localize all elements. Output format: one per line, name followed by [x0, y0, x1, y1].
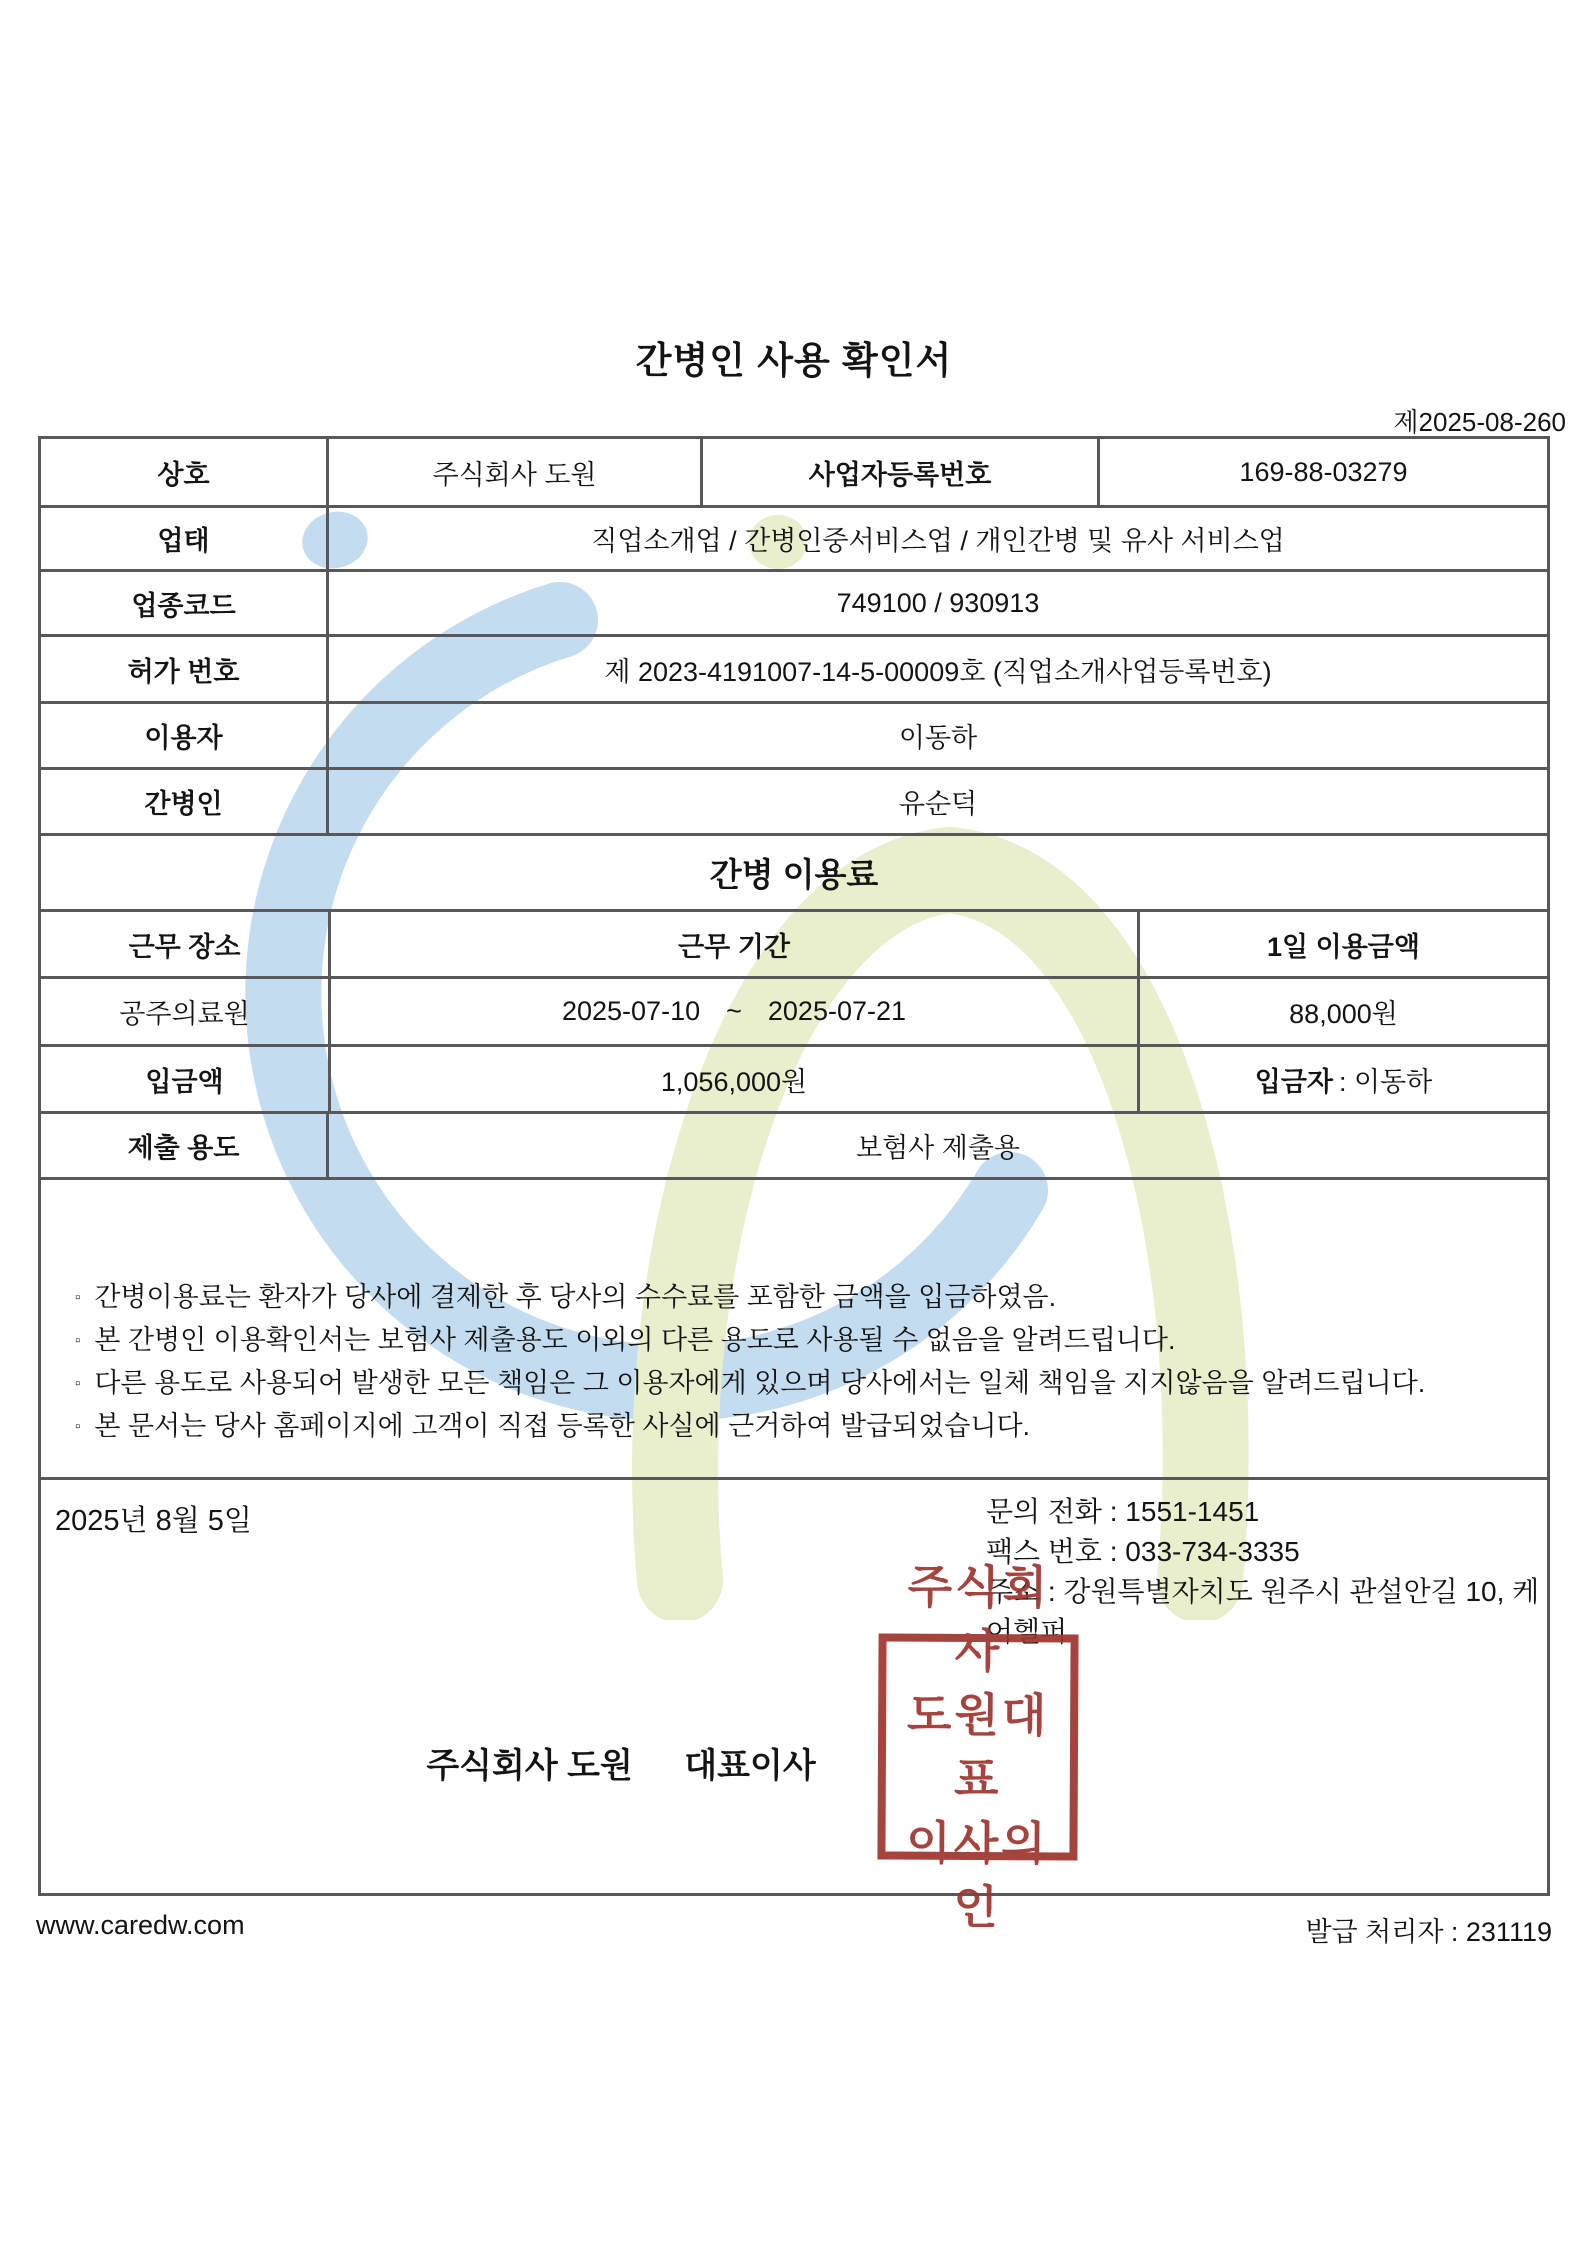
biz-code-value: 749100 / 930913	[326, 572, 1547, 634]
table-row-biz-type	[41, 505, 1547, 569]
work-period-value	[328, 979, 1137, 1044]
corporate-seal-stamp	[877, 1560, 1078, 1934]
document-number: 제2025-08-260	[1393, 407, 1566, 437]
user-label: 이용자	[144, 723, 223, 753]
biz-code-label: 업종코드	[131, 590, 236, 621]
period-end: 2025-07-21	[767, 996, 907, 1026]
note-item	[71, 1319, 1517, 1362]
signature-company: 주식회사 도원	[426, 1747, 633, 1785]
note-text: 본 간병인 이용확인서는 보험사 제출용도 이외의 다른 용도로 사용될 수 없음을 알려드립니다.	[94, 1325, 1176, 1355]
contact-fax: 팩스 번호 : 033-734-3335	[986, 1536, 1300, 1567]
daily-amount-header: 1일 이용금액	[1137, 912, 1547, 976]
note-item	[71, 1276, 1517, 1319]
table-row-purpose	[41, 1111, 1547, 1177]
purpose-label: 제출 용도	[127, 1133, 240, 1163]
stamp-line: 이사의인	[906, 1816, 1049, 1934]
note-text: 다른 용도로 사용되어 발생한 모든 책임은 그 이용자에게 있으며 당사에서는 일체 책임을 지지않음을 알려드립니다.	[94, 1368, 1426, 1398]
license-no-label: 허가 번호	[127, 656, 240, 687]
period-separator: ~	[726, 996, 742, 1026]
note-item	[71, 1405, 1517, 1448]
signature-role: 대표이사	[684, 1747, 816, 1785]
notes-block	[41, 1180, 1547, 1477]
fee-section-title: 간병 이용료	[709, 856, 879, 893]
table-row-caregiver	[41, 767, 1547, 833]
contact-phone: 문의 전화 : 1551-1451	[986, 1496, 1260, 1527]
contact-address: 주소 : 강원특별자치도 원주시 관설안길 10, 케어헬퍼	[986, 1576, 1540, 1647]
purpose-value: 보험사 제출용	[326, 1114, 1547, 1177]
depositor-label: 입금자	[1254, 1066, 1333, 1097]
company-value: 주식회사 도원	[326, 439, 700, 505]
depositor-value: : 이동하	[1339, 1066, 1433, 1097]
note-bullet-icon: ▫	[75, 1332, 81, 1349]
table-row-biz-code	[41, 569, 1547, 634]
company-label: 상호	[157, 459, 210, 490]
issue-date: 2025년 8월 5일	[55, 1505, 252, 1537]
table-row-company	[41, 439, 1547, 505]
table-row-user	[41, 701, 1547, 767]
table-row-fee-values	[41, 976, 1547, 1044]
work-place-value: 공주의료원	[119, 999, 250, 1029]
page-title: 간병인 사용 확인서	[635, 340, 953, 381]
footer-issuer-id: 발급 처리자 : 231119	[1305, 1917, 1552, 1947]
footer-website: www.caredw.com	[36, 1910, 245, 1940]
note-bullet-icon: ▫	[75, 1418, 81, 1435]
deposit-amount: 1,056,000원	[328, 1047, 1137, 1111]
table-row-fee-section	[41, 833, 1547, 909]
caregiver-label: 간병인	[144, 789, 223, 819]
note-bullet-icon: ▫	[75, 1375, 81, 1392]
table-row-notes	[41, 1177, 1547, 1477]
note-text: 간병이용료는 환자가 당사에 결제한 후 당사의 수수료를 포함한 금액을 입금하였음.	[94, 1282, 1057, 1312]
note-item	[71, 1362, 1517, 1405]
period-start: 2025-07-10	[561, 996, 701, 1026]
table-row-deposit	[41, 1044, 1547, 1111]
stamp-line: 도원대표	[906, 1688, 1050, 1806]
work-place-header: 근무 장소	[128, 931, 241, 962]
user-value: 이동하	[326, 704, 1547, 767]
caregiver-value: 유순덕	[326, 770, 1547, 833]
table-row-license-no	[41, 634, 1547, 701]
daily-amount-value: 88,000원	[1137, 979, 1547, 1044]
biz-reg-no-value: 169-88-03279	[1097, 439, 1547, 505]
deposit-label: 입금액	[145, 1066, 224, 1097]
stamp-line: 주식회사	[907, 1560, 1051, 1678]
note-bullet-icon: ▫	[75, 1289, 81, 1306]
license-no-value: 제 2023-4191007-14-5-00009호 (직업소개사업등록번호)	[326, 637, 1547, 701]
table-row-fee-headers	[41, 909, 1547, 976]
note-text: 본 문서는 당사 홈페이지에 고객이 직접 등록한 사실에 근거하여 발급되었습니다.	[94, 1411, 1031, 1441]
depositor-cell	[1137, 1047, 1547, 1111]
biz-reg-no-label: 사업자등록번호	[700, 439, 1097, 505]
signature-line	[321, 1738, 921, 1787]
biz-type-value: 직업소개업 / 간병인중서비스업 / 개인간병 및 유사 서비스업	[326, 508, 1547, 569]
work-period-header: 근무 기간	[328, 912, 1137, 976]
biz-type-label: 업태	[157, 526, 210, 556]
